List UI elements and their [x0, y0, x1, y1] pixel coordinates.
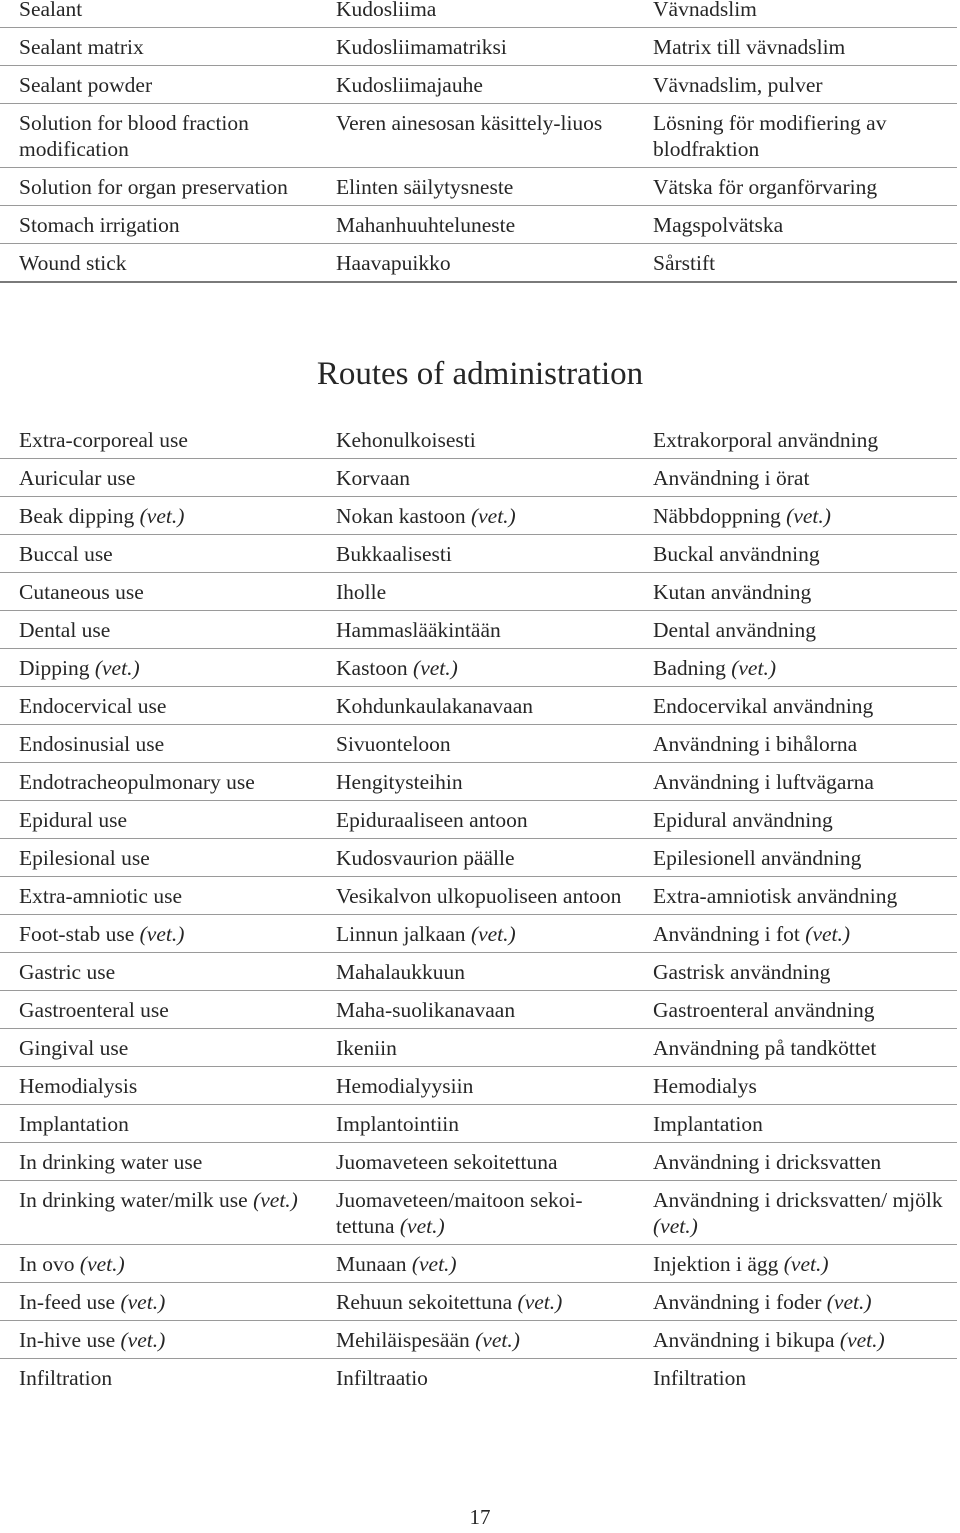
- route-label: In-hive use: [19, 1328, 116, 1352]
- route-label: Foot-stab use: [19, 922, 135, 946]
- route-finnish: [317, 839, 634, 877]
- route-english: [0, 687, 317, 725]
- table-row: [0, 991, 957, 1029]
- route-english: [0, 953, 317, 991]
- route-label: Gastric use: [19, 960, 116, 984]
- route-label: Hammaslääkintään: [336, 618, 501, 642]
- route-english: [0, 1105, 317, 1143]
- route-label: Extrakorporal användning: [653, 428, 879, 452]
- route-label: Dipping: [19, 656, 90, 680]
- term-finnish: Kudosliimajauhe: [317, 66, 634, 104]
- route-swedish: [634, 421, 957, 459]
- route-swedish: [634, 801, 957, 839]
- route-label: Dental användning: [653, 618, 816, 642]
- route-label: Kutan användning: [653, 580, 812, 604]
- veterinary-marker: (vet.): [253, 1188, 298, 1212]
- route-label: Gastroenteral use: [19, 998, 169, 1022]
- term-finnish: Haavapuikko: [317, 244, 634, 283]
- route-label: Korvaan: [336, 466, 411, 490]
- table-row: [0, 535, 957, 573]
- route-label: Mehiläispesään: [336, 1328, 470, 1352]
- route-label: Användning i bihålorna: [653, 732, 858, 756]
- table-row: [0, 0, 957, 28]
- route-english: [0, 611, 317, 649]
- product-terms-table: [0, 0, 957, 283]
- route-english: [0, 573, 317, 611]
- route-english: [0, 497, 317, 535]
- route-english: [0, 991, 317, 1029]
- route-finnish: [317, 535, 634, 573]
- route-label: Kudosvaurion päälle: [336, 846, 515, 870]
- route-swedish: [634, 573, 957, 611]
- veterinary-marker: (vet.): [413, 656, 458, 680]
- route-label: Endocervikal användning: [653, 694, 874, 718]
- table-row: [0, 1067, 957, 1105]
- route-swedish: [634, 915, 957, 953]
- route-english: [0, 535, 317, 573]
- route-finnish: [317, 877, 634, 915]
- veterinary-marker: (vet.): [786, 504, 831, 528]
- route-label: Användning i dricksvatten: [653, 1150, 882, 1174]
- route-finnish: [317, 1245, 634, 1283]
- route-swedish: [634, 953, 957, 991]
- route-swedish: [634, 1105, 957, 1143]
- route-label: Maha-suolikanavaan: [336, 998, 516, 1022]
- table-row: [0, 497, 957, 535]
- veterinary-marker: (vet.): [470, 504, 516, 528]
- veterinary-marker: (vet.): [517, 1290, 563, 1314]
- route-swedish: [634, 1245, 957, 1283]
- veterinary-marker: (vet.): [399, 1214, 445, 1238]
- table-row: [0, 687, 957, 725]
- route-swedish: [634, 763, 957, 801]
- veterinary-marker: (vet.): [653, 1214, 698, 1238]
- route-label: Gastrisk användning: [653, 960, 831, 984]
- route-swedish: [634, 1359, 957, 1397]
- route-label: Auricular use: [19, 466, 136, 490]
- route-finnish: [317, 953, 634, 991]
- veterinary-marker: (vet.): [120, 1328, 166, 1352]
- route-finnish: [317, 1181, 634, 1245]
- table-row: [0, 801, 957, 839]
- veterinary-marker: (vet.): [411, 1252, 457, 1276]
- route-english: [0, 915, 317, 953]
- route-finnish: [317, 1143, 634, 1181]
- route-finnish: [317, 687, 634, 725]
- route-finnish: [317, 1105, 634, 1143]
- route-label: Användning i örat: [653, 466, 810, 490]
- route-english: [0, 725, 317, 763]
- route-swedish: [634, 535, 957, 573]
- route-finnish: [317, 1283, 634, 1321]
- table-row: [0, 1143, 957, 1181]
- veterinary-marker: (vet.): [139, 504, 185, 528]
- route-finnish: [317, 1029, 634, 1067]
- route-label: Vesikalvon ulkopuoliseen antoon: [336, 884, 622, 908]
- term-finnish: Elinten säilytysneste: [317, 168, 634, 206]
- route-english: [0, 1029, 317, 1067]
- route-swedish: [634, 725, 957, 763]
- route-label: Munaan: [336, 1252, 407, 1276]
- route-label: Cutaneous use: [19, 580, 144, 604]
- veterinary-marker: (vet.): [783, 1252, 829, 1276]
- route-label: Epiduraaliseen antoon: [336, 808, 528, 832]
- route-swedish: [634, 839, 957, 877]
- section-title: Routes of administration: [316, 356, 644, 392]
- table-row: [0, 649, 957, 687]
- table-row: [0, 763, 957, 801]
- route-label: Infiltraatio: [336, 1366, 428, 1390]
- route-label: Endosinusial use: [19, 732, 165, 756]
- route-label: Extra-amniotic use: [19, 884, 182, 908]
- route-finnish: [317, 573, 634, 611]
- route-finnish: [317, 915, 634, 953]
- route-english: [0, 877, 317, 915]
- route-label: Gingival use: [19, 1036, 129, 1060]
- route-label: Användning i dricksvatten/ mjölk: [653, 1188, 943, 1212]
- route-label: Hemodialyysiin: [336, 1074, 474, 1098]
- route-label: Användning i luftvägarna: [653, 770, 874, 794]
- table-row: [0, 877, 957, 915]
- route-label: Juomaveteen sekoitettuna: [336, 1150, 558, 1174]
- route-label: In drinking water/milk use: [19, 1188, 248, 1212]
- table-row: [0, 459, 957, 497]
- route-label: Buccal use: [19, 542, 113, 566]
- route-label: Användning på tandköttet: [653, 1036, 877, 1060]
- route-label: Endotracheopulmonary use: [19, 770, 255, 794]
- route-swedish: [634, 459, 957, 497]
- route-finnish: [317, 497, 634, 535]
- route-label: Extra-corporeal use: [19, 428, 188, 452]
- table-row: [0, 1029, 957, 1067]
- route-swedish: [634, 1321, 957, 1359]
- route-english: [0, 649, 317, 687]
- table-row: [0, 953, 957, 991]
- table-row: [0, 168, 957, 206]
- term-swedish: Sårstift: [634, 244, 957, 283]
- table-row: [0, 915, 957, 953]
- table-row: [0, 839, 957, 877]
- term-english: Stomach irrigation: [0, 206, 317, 244]
- route-swedish: [634, 1067, 957, 1105]
- route-finnish: [317, 991, 634, 1029]
- route-swedish: [634, 1143, 957, 1181]
- term-finnish: Veren ainesosan käsittely-liuos: [317, 104, 634, 168]
- route-english: [0, 1143, 317, 1181]
- route-finnish: [317, 725, 634, 763]
- route-label: Sivuonteloon: [336, 732, 451, 756]
- term-swedish: Magspolvätska: [634, 206, 957, 244]
- route-swedish: [634, 991, 957, 1029]
- veterinary-marker: (vet.): [470, 922, 516, 946]
- term-swedish: Vävnadslim: [634, 0, 957, 28]
- veterinary-marker: (vet.): [826, 1290, 872, 1314]
- route-swedish: [634, 497, 957, 535]
- route-label: In ovo: [19, 1252, 75, 1276]
- route-swedish: [634, 1283, 957, 1321]
- route-label: Juomaveteen/maitoon sekoi-tettuna: [336, 1188, 583, 1238]
- route-label: Epilesional use: [19, 846, 150, 870]
- route-finnish: [317, 1067, 634, 1105]
- route-swedish: [634, 611, 957, 649]
- route-label: Iholle: [336, 580, 387, 604]
- term-english: Sealant: [0, 0, 317, 28]
- route-label: Implantation: [19, 1112, 129, 1136]
- route-english: [0, 1359, 317, 1397]
- route-english: [0, 1321, 317, 1359]
- route-label: Kastoon: [336, 656, 408, 680]
- veterinary-marker: (vet.): [139, 922, 185, 946]
- table-row: [0, 1245, 957, 1283]
- route-label: Infiltration: [653, 1366, 747, 1390]
- route-label: Kohdunkaulakanavaan: [336, 694, 534, 718]
- route-label: Mahalaukkuun: [336, 960, 465, 984]
- route-label: Användning i foder: [653, 1290, 822, 1314]
- table-row: [0, 1283, 957, 1321]
- route-finnish: [317, 1359, 634, 1397]
- veterinary-marker: (vet.): [120, 1290, 166, 1314]
- table-row: [0, 573, 957, 611]
- route-finnish: [317, 649, 634, 687]
- route-label: Nokan kastoon: [336, 504, 466, 528]
- page-number: 17: [469, 1505, 491, 1529]
- veterinary-marker: (vet.): [475, 1328, 520, 1352]
- route-english: [0, 1283, 317, 1321]
- table-row: [0, 104, 957, 168]
- term-english: Sealant matrix: [0, 28, 317, 66]
- route-label: Extra-amniotisk användning: [653, 884, 898, 908]
- route-finnish: [317, 801, 634, 839]
- table-row: [0, 1321, 957, 1359]
- term-english: Sealant powder: [0, 66, 317, 104]
- term-swedish: Matrix till vävnadslim: [634, 28, 957, 66]
- term-finnish: Kudosliimamatriksi: [317, 28, 634, 66]
- route-label: Epidural use: [19, 808, 128, 832]
- route-label: Bukkaalisesti: [336, 542, 452, 566]
- route-label: Injektion i ägg: [653, 1252, 779, 1276]
- table-row: [0, 725, 957, 763]
- route-label: Epilesionell användning: [653, 846, 862, 870]
- route-label: In-feed use: [19, 1290, 116, 1314]
- table-row: [0, 611, 957, 649]
- route-label: Infiltration: [19, 1366, 113, 1390]
- table-row: [0, 66, 957, 104]
- term-english: Solution for blood fraction modification: [0, 104, 317, 168]
- route-swedish: [634, 1029, 957, 1067]
- route-label: Linnun jalkaan: [336, 922, 466, 946]
- veterinary-marker: (vet.): [79, 1252, 125, 1276]
- term-swedish: Vävnadslim, pulver: [634, 66, 957, 104]
- table-row: [0, 1181, 957, 1245]
- term-swedish: Lösning för modifiering av blodfraktion: [634, 104, 957, 168]
- route-english: [0, 801, 317, 839]
- route-swedish: [634, 877, 957, 915]
- route-label: Implantointiin: [336, 1112, 460, 1136]
- veterinary-marker: (vet.): [731, 656, 776, 680]
- veterinary-marker: (vet.): [805, 922, 851, 946]
- route-english: [0, 1181, 317, 1245]
- term-finnish: Mahanhuuhteluneste: [317, 206, 634, 244]
- route-label: Endocervical use: [19, 694, 167, 718]
- term-swedish: Vätska för organförvaring: [634, 168, 957, 206]
- route-english: [0, 839, 317, 877]
- route-label: Användning i bikupa: [653, 1328, 835, 1352]
- route-label: Hengitysteihin: [336, 770, 463, 794]
- route-english: [0, 763, 317, 801]
- term-english: Wound stick: [0, 244, 317, 283]
- route-label: Hemodialys: [653, 1074, 757, 1098]
- route-swedish: [634, 649, 957, 687]
- term-finnish: Kudosliima: [317, 0, 634, 28]
- route-label: Dental use: [19, 618, 111, 642]
- table-row: [0, 28, 957, 66]
- route-finnish: [317, 763, 634, 801]
- table-row: [0, 1105, 957, 1143]
- route-english: [0, 459, 317, 497]
- table-row: [0, 1359, 957, 1397]
- route-finnish: [317, 459, 634, 497]
- route-label: Näbbdoppning: [653, 504, 781, 528]
- route-label: Implantation: [653, 1112, 763, 1136]
- veterinary-marker: (vet.): [839, 1328, 885, 1352]
- table-row: [0, 421, 957, 459]
- route-english: [0, 1245, 317, 1283]
- route-label: Gastroenteral användning: [653, 998, 875, 1022]
- veterinary-marker: (vet.): [94, 656, 140, 680]
- route-finnish: [317, 1321, 634, 1359]
- route-label: Användning i fot: [653, 922, 800, 946]
- route-label: In drinking water use: [19, 1150, 203, 1174]
- route-label: Buckal användning: [653, 542, 820, 566]
- table-row: [0, 206, 957, 244]
- route-finnish: [317, 611, 634, 649]
- route-english: [0, 1067, 317, 1105]
- term-english: Solution for organ preservation: [0, 168, 317, 206]
- route-label: Epidural användning: [653, 808, 833, 832]
- route-label: Beak dipping: [19, 504, 135, 528]
- route-label: Badning: [653, 656, 726, 680]
- routes-table: [0, 421, 957, 1396]
- route-label: Ikeniin: [336, 1036, 397, 1060]
- route-swedish: [634, 1181, 957, 1245]
- route-swedish: [634, 687, 957, 725]
- route-label: Hemodialysis: [19, 1074, 138, 1098]
- route-english: [0, 421, 317, 459]
- table-row: [0, 244, 957, 283]
- route-label: Kehonulkoisesti: [336, 428, 476, 452]
- route-label: Rehuun sekoitettuna: [336, 1290, 513, 1314]
- route-finnish: [317, 421, 634, 459]
